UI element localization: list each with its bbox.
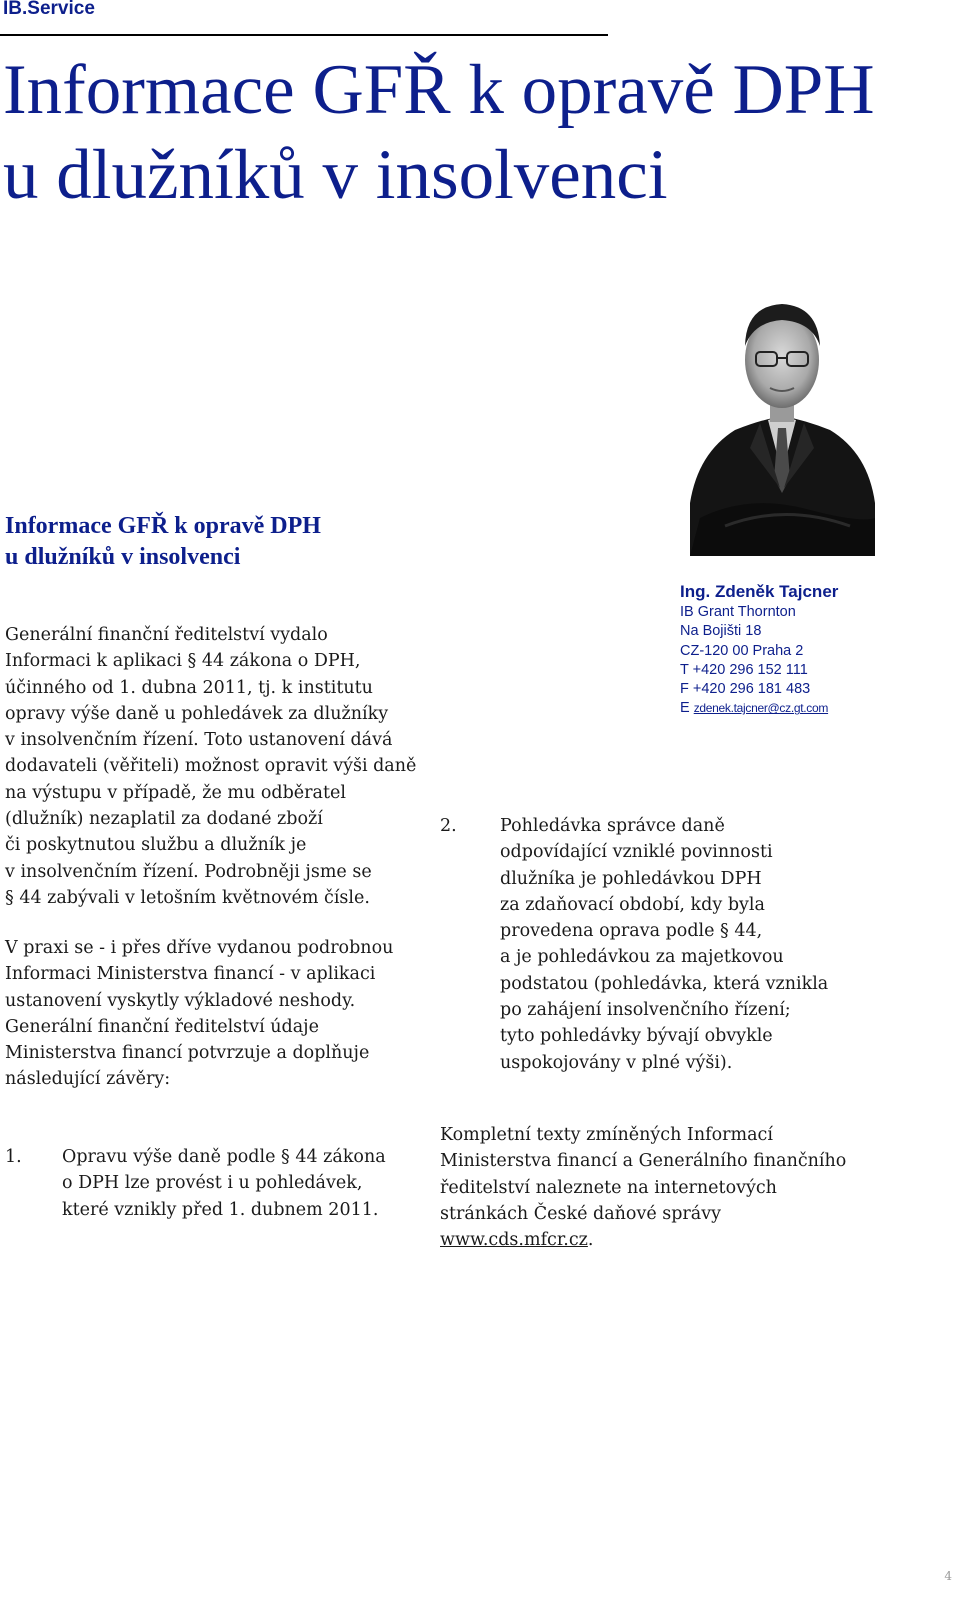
contact-city: CZ-120 00 Praha 2 (680, 642, 804, 659)
intro-line: § 44 zabývali v letošním květnovém čísle. (5, 887, 370, 908)
practice-paragraph (5, 935, 393, 1093)
closing-line: Kompletní texty zmíněných Informací (440, 1125, 773, 1145)
intro-line: účinného od 1. dubna 2011, tj. k institutu (5, 677, 373, 698)
point-2-line: tyto pohledávky bývají obvykle (500, 1026, 773, 1047)
practice-line: následující závěry: (5, 1069, 171, 1090)
closing-paragraph (440, 1122, 846, 1253)
point-2-line: Pohledávka správce daně (500, 816, 725, 836)
brand-label: IB.Service (3, 0, 95, 19)
point-2-line: a je pohledávkou za majetkovou (500, 947, 784, 968)
page-title-line: u dlužníků v insolvenci (3, 136, 668, 214)
author-portrait (690, 288, 875, 556)
practice-line: Informaci Ministerstva financí - v aplikaci (5, 964, 376, 985)
point-2-line: odpovídající vzniklé povinnosti (500, 842, 773, 863)
intro-line: Informaci k aplikaci § 44 zákona o DPH, (5, 651, 361, 672)
intro-line: opravy výše daně u pohledávek za dlužníky (5, 703, 389, 724)
point-2-line: po zahájení insolvenčního řízení; (500, 1000, 791, 1021)
point-2-line: dlužníka je pohledávkou DPH (500, 868, 762, 889)
point-2-line: za zdaňovací období, kdy byla (500, 894, 765, 915)
page-title-line: Informace GFŘ k opravě DPH (3, 51, 875, 129)
point-2-line: podstatou (pohledávka, která vznikla (500, 973, 829, 994)
practice-line: Generální finanční ředitelství údaje (5, 1016, 319, 1037)
practice-line: V praxi se - i přes dříve vydanou podrobnou (5, 938, 394, 958)
article-subtitle-line: u dlužníků v insolvenci (5, 544, 241, 570)
contact-company: IB Grant Thornton (680, 604, 796, 620)
point-1-line: Opravu výše daně podle § 44 zákona (62, 1147, 386, 1167)
closing-line: ředitelství naleznete na internetových (440, 1177, 777, 1198)
intro-line: v insolvenčním řízení. Toto ustanovení dává (5, 730, 393, 751)
practice-line: ustanovení vyskytly výkladové neshody. (5, 990, 356, 1011)
contact-email-prefix: E (680, 700, 694, 717)
contact-card (680, 581, 838, 719)
point-2-line: provedena oprava podle § 44, (500, 921, 763, 942)
intro-line: dodavateli (věřiteli) možnost opravit výši daně (5, 756, 417, 777)
intro-line: v insolvenčním řízení. Podrobněji jsme se (5, 861, 372, 882)
point-2-number: 2. (440, 816, 457, 836)
practice-line: Ministerstva financí potvrzuje a doplňuje (5, 1043, 370, 1064)
point-2-text (500, 813, 828, 1076)
header-rule (0, 34, 608, 36)
closing-line: stránkách České daňové správy (440, 1203, 722, 1224)
intro-line: Generální finanční ředitelství vydalo (5, 625, 328, 645)
page-number: 4 (944, 1569, 952, 1583)
contact-fax: F +420 296 181 483 (680, 681, 811, 698)
contact-name: Ing. Zdeněk Tajcner (680, 582, 839, 601)
cds-website-link[interactable]: www.cds.mfcr.cz (440, 1230, 588, 1251)
point-1-line: o DPH lze provést i u pohledávek, (62, 1173, 363, 1194)
point-1-number: 1. (5, 1147, 22, 1167)
article-subtitle (5, 511, 321, 573)
intro-line: (dlužník) nezaplatil za dodané zboží (5, 809, 323, 830)
closing-line: Ministerstva financí a Generálního finančního (440, 1151, 847, 1172)
page-title (3, 48, 953, 218)
intro-line: na výstupu v případě, že mu odběratel (5, 782, 346, 803)
contact-email-link[interactable]: zdenek.tajcner@cz.gt.com (693, 701, 829, 716)
contact-street: Na Bojišti 18 (680, 623, 762, 640)
intro-line: či poskytnutou službu a dlužník je (5, 835, 307, 856)
article-subtitle-line: Informace GFŘ k opravě DPH (5, 513, 321, 539)
intro-paragraph (5, 622, 416, 911)
closing-link-row (440, 1227, 846, 1253)
point-1-text (62, 1144, 386, 1223)
point-2-line: uspokojovány v plné výši). (500, 1052, 733, 1073)
contact-phone: T +420 296 152 111 (680, 661, 808, 678)
closing-period: . (587, 1230, 594, 1251)
point-1-line: které vznikly před 1. dubnem 2011. (62, 1199, 379, 1220)
contact-email-row (680, 699, 838, 718)
